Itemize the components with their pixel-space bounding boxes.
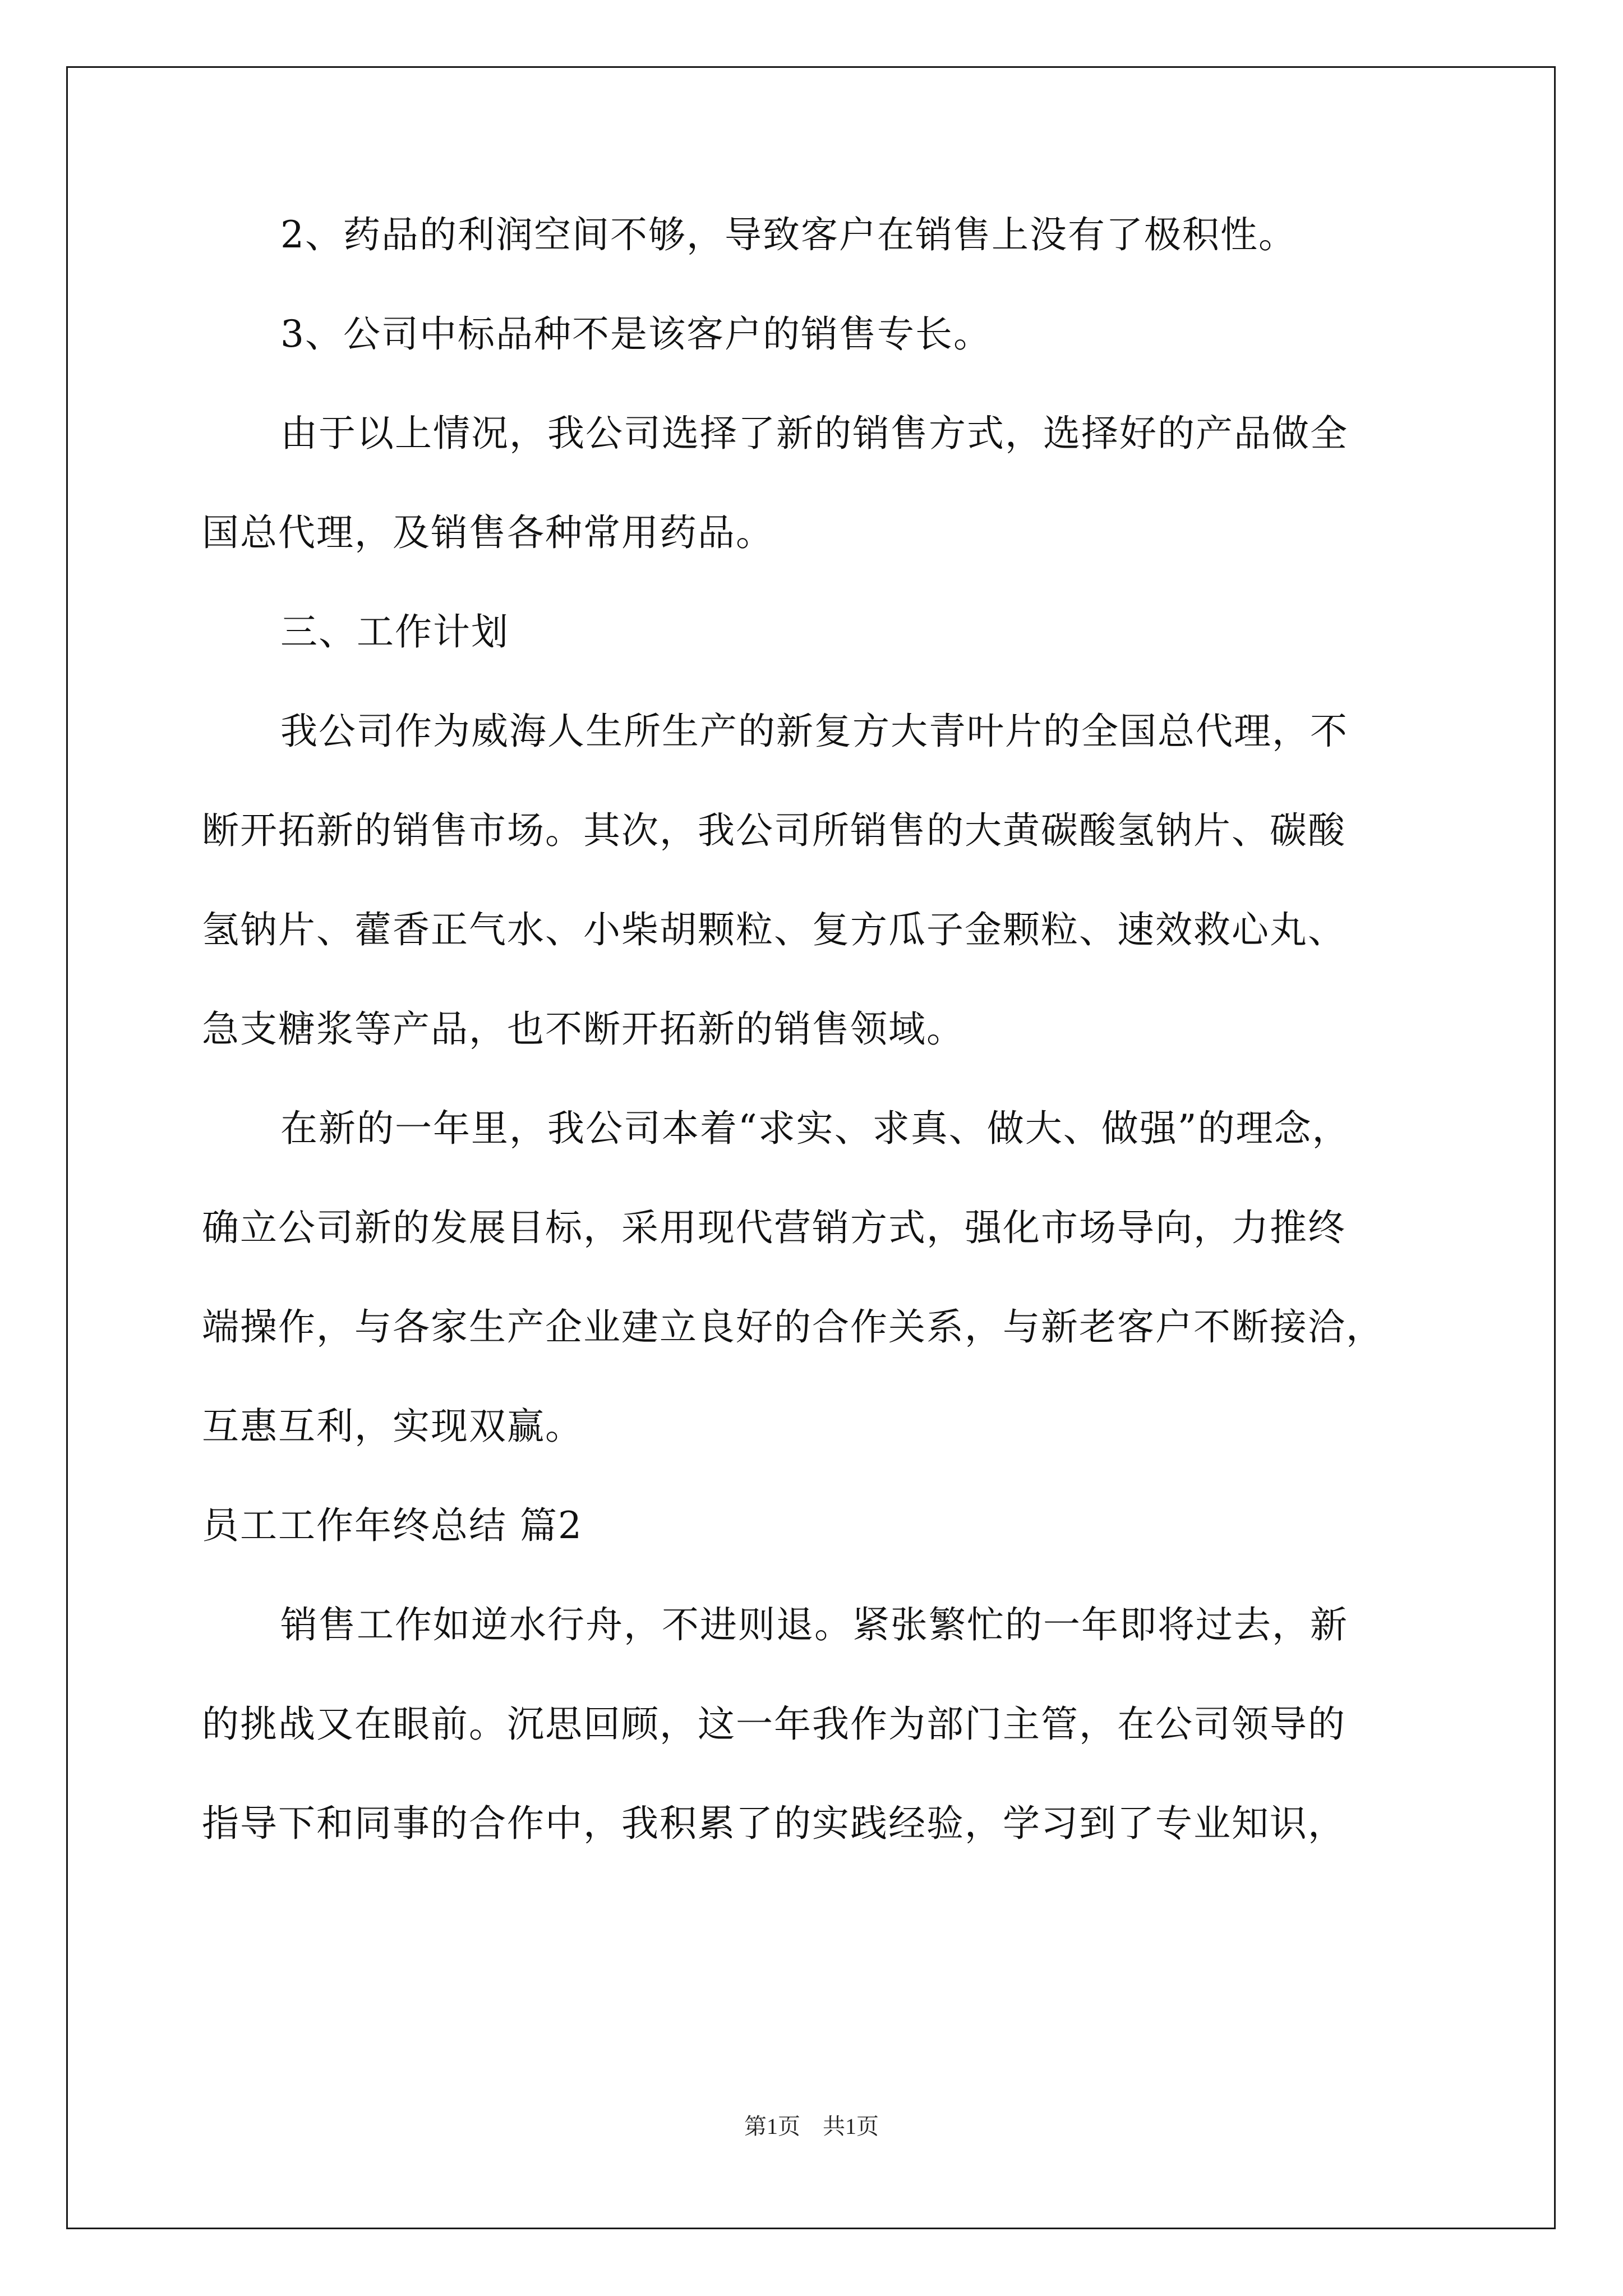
paragraph-line: 氢钠片、藿香正气水、小柴胡颗粒、复方瓜子金颗粒、速效救心丸、: [202, 908, 1346, 951]
paragraph-line: 急支糖浆等产品，也不断开拓新的销售领域。: [202, 1007, 965, 1051]
paragraph-line: 互惠互利，实现双赢。: [202, 1405, 583, 1448]
page-footer: 第1页 共1页: [744, 2114, 879, 2139]
paragraph-line: 指导下和同事的合作中，我积累了的实践经验，学习到了专业知识，: [202, 1802, 1346, 1845]
paragraph-line: 在新的一年里，我公司本着“求实、求真、做大、做强”的理念，: [280, 1107, 1350, 1150]
paragraph-line: 由于以上情况，我公司选择了新的销售方式，选择好的产品做全: [280, 412, 1348, 455]
paragraph-line: 国总代理，及销售各种常用药品。: [202, 511, 774, 554]
paragraph-line: 确立公司新的发展目标，采用现代营销方式，强化市场导向，力推终: [202, 1206, 1346, 1249]
article-heading: 员工工作年终总结 篇2: [202, 1504, 583, 1547]
paragraph-line: 断开拓新的销售市场。其次，我公司所销售的大黄碳酸氢钠片、碳酸: [202, 809, 1346, 852]
paragraph-line: 3、公司中标品种不是该客户的销售专长。: [280, 312, 992, 356]
paragraph-line: 2、药品的利润空间不够，导致客户在销售上没有了极积性。: [280, 213, 1297, 256]
paragraph-line: 端操作，与各家生产企业建立良好的合作关系，与新老客户不断接洽，: [202, 1305, 1384, 1349]
paragraph-line: 我公司作为威海人生所生产的新复方大青叶片的全国总代理，不: [280, 710, 1348, 753]
paragraph-line: 销售工作如逆水行舟，不进则退。紧张繁忙的一年即将过去，新: [280, 1603, 1348, 1646]
paragraph-line: 的挑战又在眼前。沉思回顾，这一年我作为部门主管，在公司领导的: [202, 1703, 1346, 1746]
section-heading: 三、工作计划: [280, 610, 509, 654]
